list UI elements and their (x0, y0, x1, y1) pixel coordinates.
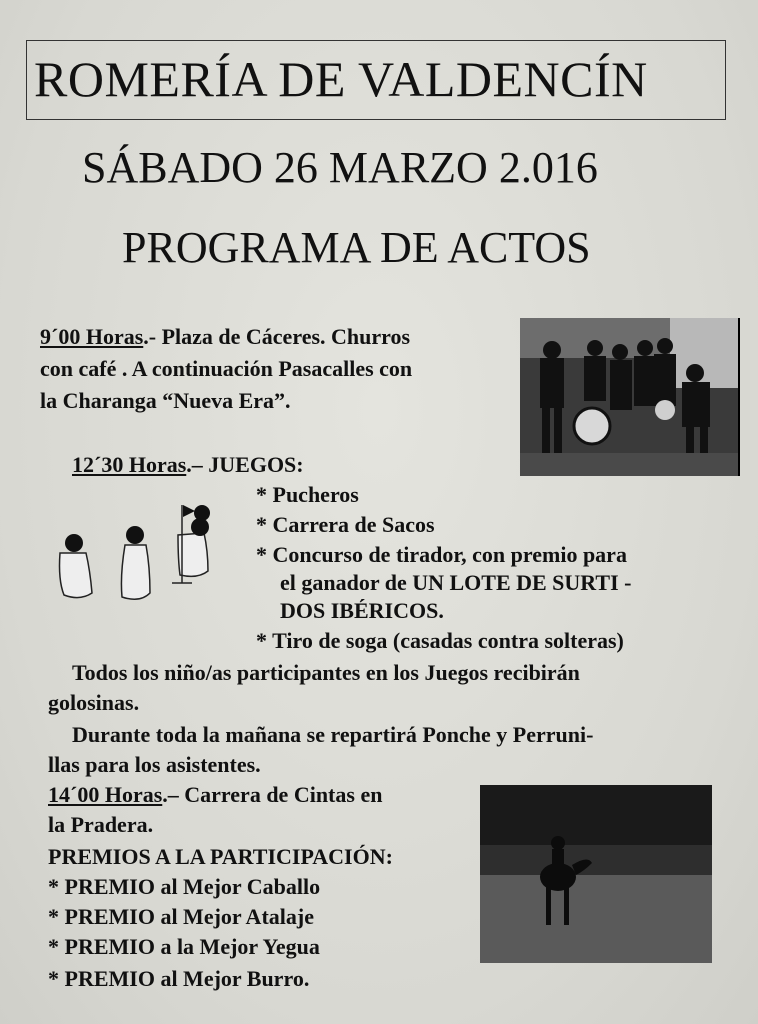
event-date: SÁBADO 26 MARZO 2.016 (82, 143, 598, 192)
event2-heading: .– JUEGOS: (186, 452, 304, 477)
game-item-pucheros: * Pucheros (256, 482, 359, 507)
program-heading: PROGRAMA DE ACTOS (122, 223, 591, 272)
kids-note-line2: golosinas. (48, 690, 140, 715)
event3-time: 14´00 Horas (48, 782, 163, 807)
game-item-sack-race: * Carrera de Sacos (256, 512, 435, 537)
prize-donkey: * PREMIO al Mejor Burro. (48, 966, 310, 991)
sack-race-illustration (50, 495, 220, 610)
event3-line1-text: .– Carrera de Cintas en (162, 782, 383, 807)
event3-line1 (48, 782, 382, 808)
game-item-tug-of-war: * Tiro de soga (casadas contra solteras) (256, 628, 624, 653)
game-item-slingshot-prize-end: DOS IBÉRICOS. (280, 598, 444, 623)
event3-line2: la Pradera. (48, 812, 154, 837)
event1-line1-text: .- Plaza de Cáceres. Churros (143, 324, 411, 349)
ponche-note-line1: Durante toda la mañana se repartirá Ponche y Perruni- (72, 722, 594, 747)
game-item-slingshot: * Concurso de tirador, con premio para (256, 542, 627, 567)
event2-time: 12´30 Horas (72, 452, 187, 477)
event1-time: 9´00 Horas (40, 324, 144, 349)
event1-line3: la Charanga “Nueva Era”. (40, 388, 291, 413)
event1-line2: con café . A continuación Pasacalles con (40, 356, 413, 381)
charanga-band-photo (520, 318, 740, 476)
prize-horse: * PREMIO al Mejor Caballo (48, 874, 321, 899)
horse-rider-photo (480, 785, 712, 963)
event1-line1 (40, 324, 410, 350)
ponche-note-line2: llas para los asistentes. (48, 752, 261, 777)
kids-note-line1: Todos los niño/as participantes en los Juegos recibirán (72, 660, 580, 685)
prize-harness: * PREMIO al Mejor Atalaje (48, 904, 314, 929)
poster-title: ROMERÍA DE VALDENCÍN (34, 51, 648, 107)
prizes-heading: PREMIOS A LA PARTICIPACIÓN: (48, 844, 393, 869)
prize-mare: * PREMIO a la Mejor Yegua (48, 934, 320, 959)
event2-line (72, 452, 304, 478)
game-item-slingshot-prize: el ganador de UN LOTE DE SURTI - (280, 570, 632, 595)
